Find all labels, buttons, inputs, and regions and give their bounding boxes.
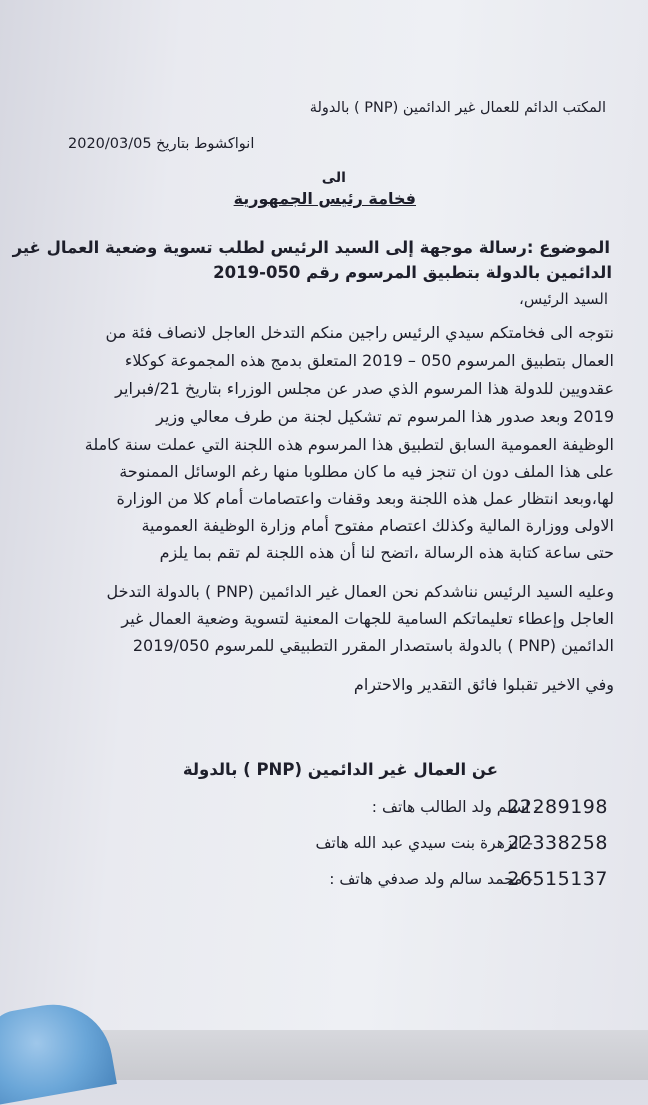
body-line: عقدويين للدولة هذا المرسوم الذي صدر عن مجلس الوزراء بتاريخ 21/فبراير <box>115 379 614 398</box>
body-line: العمال بتطبيق المرسوم 050 – 2019 المتعلق بدمج هذه المجموعة كوكلاء <box>124 351 614 370</box>
body-line: نتوجه الى فخامتكم سيدي الرئيس راجين منكم التدخل العاجل لانصاف فئة من <box>105 323 614 342</box>
signatory-name: - اسلم ولد الطالب هاتف : <box>371 798 540 816</box>
body-line: وعليه السيد الرئيس نناشدكم نحن العمال غير الدائمين (PNP ) بالدولة التدخل <box>106 582 614 601</box>
closing-line: وفي الاخير تقبلوا فائق التقدير والاحترام <box>353 675 614 694</box>
signatory-phone: 22289198 <box>507 796 608 818</box>
body-line: حتى ساعة كتابة هذه الرسالة ،اتضح لنا أن هذه اللجنة لم تقم بما يلزم <box>159 543 614 562</box>
body-line: 2019 وبعد صدور هذا المرسوم تم تشكيل لجنة من طرف معالي وزير <box>156 407 614 426</box>
body-line: على هذا الملف دون ان تنجز فيه ما كان مطلوبا منها رغم الوسائل الممنوحة <box>119 462 614 481</box>
signatory-name: - الزهرة بنت سيدي عبد الله هاتف <box>315 834 533 852</box>
office-header: المكتب الدائم للعمال غير الدائمين (PNP ) بالدولة <box>309 100 606 116</box>
place-date: انواكشوط بتاريخ 2020/03/05 <box>68 136 255 152</box>
body-line: العاجل وإعطاء تعليماتكم السامية للجهات المعنية لتسوية وضعية العمال غير <box>121 609 614 628</box>
signatory-phone: 22338258 <box>507 832 608 854</box>
signatory-phone: 26515137 <box>507 868 608 890</box>
body-line: الدائمين (PNP ) بالدولة باستصدار المقرر التطبيقي للمرسوم 2019/050 <box>132 636 614 655</box>
body-line: الوظيفة العمومية السابق لتطبيق هذا المرسوم هذه اللجنة التي عملت سنة كاملة <box>84 435 614 454</box>
signatories-title: عن العمال غير الدائمين (PNP ) بالدولة <box>182 760 498 779</box>
body-line: الاولى ووزارة المالية وكذلك اعتصام مفتوح أمام وزارة الوظيفة العمومية <box>141 516 614 535</box>
signatory-name: - محمد سالم ولد صدفي هاتف : <box>329 870 533 888</box>
subject-line-1: الموضوع :رسالة موجهة إلى السيد الرئيس لطلب تسوية وضعية العمال غير <box>12 238 610 257</box>
body-line: لها،وبعد انتظار عمل هذه اللجنة وبعد وقفات واعتصامات أمام كلا من الوزارة <box>116 489 614 508</box>
to-label: الى <box>321 170 346 186</box>
recipient-title: فخامة رئيس الجمهورية <box>233 189 416 208</box>
greeting: السيد الرئيس، <box>519 290 608 308</box>
subject-line-2: الدائمين بالدولة بتطبيق المرسوم رقم 050-2019 <box>213 263 612 282</box>
